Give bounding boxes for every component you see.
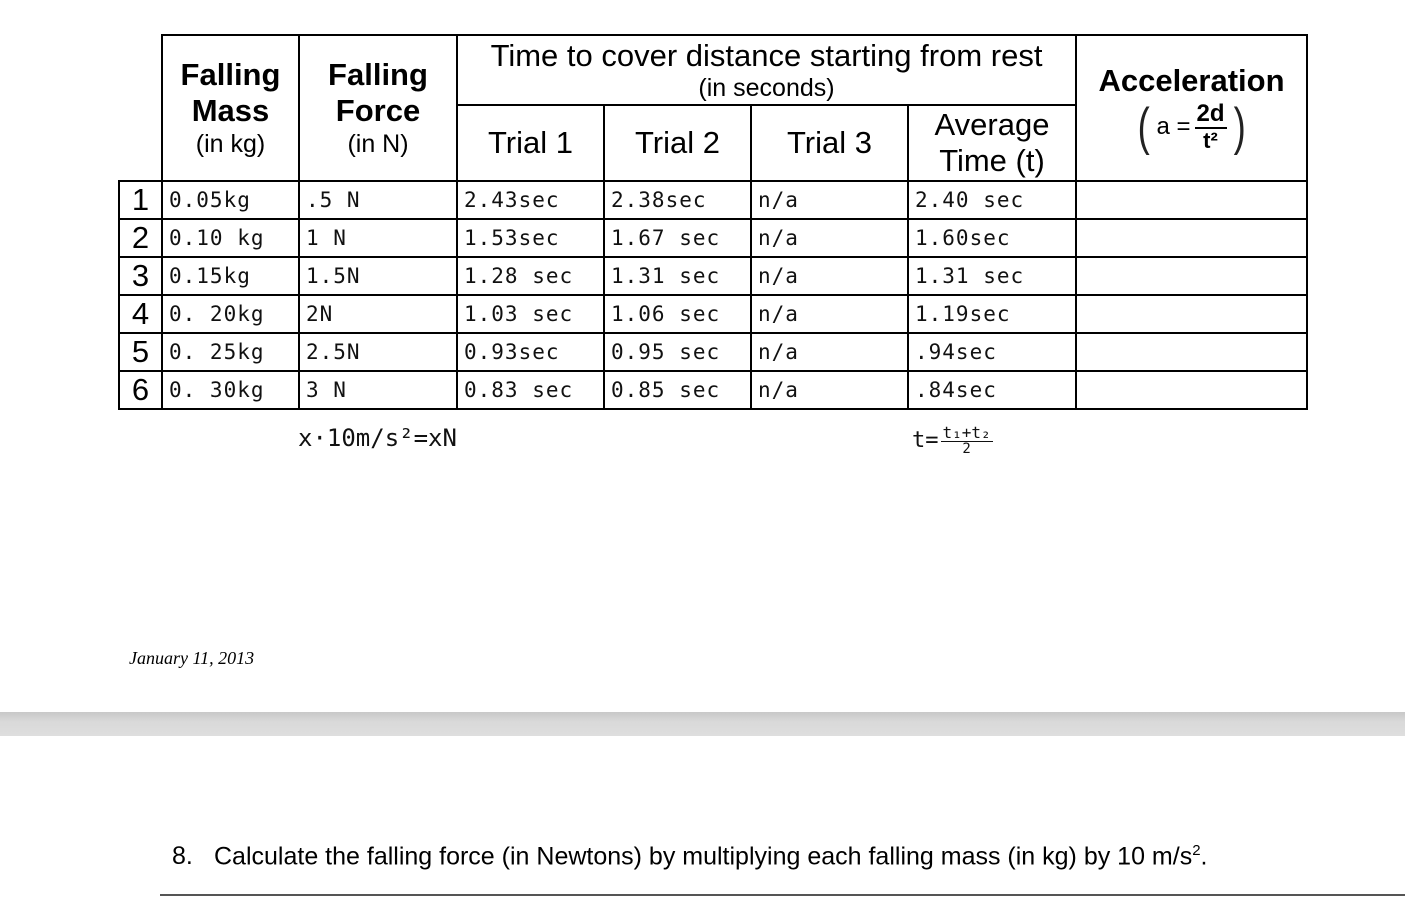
force-cell[interactable]: 1 N (299, 219, 457, 257)
trial3-cell[interactable]: n/a (751, 371, 908, 409)
mass-header-line1: Falling (180, 57, 281, 92)
average-cell[interactable]: 1.60sec (908, 219, 1076, 257)
average-note-fraction (941, 424, 993, 457)
time-header-title: Time to cover distance starting from rest (490, 38, 1043, 73)
bottom-divider (160, 894, 1405, 896)
row-number: 1 (119, 181, 162, 219)
average-header (908, 105, 1076, 181)
average-cell[interactable]: 1.19sec (908, 295, 1076, 333)
mass-cell[interactable]: 0.15kg (162, 257, 299, 295)
mass-cell[interactable]: 0. 20kg (162, 295, 299, 333)
trial1-cell[interactable]: 0.93sec (457, 333, 604, 371)
average-cell[interactable]: 2.40 sec (908, 181, 1076, 219)
trial3-cell[interactable]: n/a (751, 219, 908, 257)
force-formula-note: x·10m/s²=xN (298, 424, 457, 452)
row-number: 3 (119, 257, 162, 295)
table-row (119, 181, 1307, 219)
average-formula-note (912, 424, 993, 457)
force-unit: (in N) (347, 130, 409, 158)
trial1-cell[interactable]: 1.28 sec (457, 257, 604, 295)
mass-cell[interactable]: 0.05kg (162, 181, 299, 219)
acceleration-header (1076, 35, 1307, 181)
row-number: 2 (119, 219, 162, 257)
acceleration-cell[interactable] (1076, 181, 1307, 219)
formula-close-paren: ) (1233, 98, 1246, 156)
acceleration-cell[interactable] (1076, 257, 1307, 295)
force-cell[interactable]: 1.5N (299, 257, 457, 295)
time-header-unit: (in seconds) (698, 74, 835, 102)
force-cell[interactable]: .5 N (299, 181, 457, 219)
row-number: 4 (119, 295, 162, 333)
trial3-cell[interactable]: n/a (751, 295, 908, 333)
trial3-cell[interactable]: n/a (751, 333, 908, 371)
row-number: 6 (119, 371, 162, 409)
average-note-lhs: t= (912, 428, 939, 453)
mass-cell[interactable]: 0.10 kg (162, 219, 299, 257)
average-cell[interactable]: .94sec (908, 333, 1076, 371)
average-header-line1: Average (934, 107, 1050, 142)
formula-denominator: t² (1203, 128, 1218, 153)
question-text: Calculate the falling force (in Newtons) by multiplying each falling mass (in kg) by 10 m/s (214, 842, 1193, 871)
force-header-line2: Force (335, 93, 421, 128)
table-row (119, 295, 1307, 333)
time-header (457, 35, 1076, 105)
page-separator (0, 712, 1405, 736)
trial1-cell[interactable]: 1.53sec (457, 219, 604, 257)
acceleration-cell[interactable] (1076, 295, 1307, 333)
document-page-bottom (0, 736, 1405, 897)
question-superscript: 2 (1192, 842, 1201, 859)
force-cell[interactable]: 2.5N (299, 333, 457, 371)
average-note-denominator: 2 (962, 441, 971, 457)
acceleration-title: Acceleration (1098, 63, 1285, 98)
question-8 (172, 842, 1208, 871)
trial1-cell[interactable]: 0.83 sec (457, 371, 604, 409)
trial3-cell[interactable]: n/a (751, 181, 908, 219)
formula-open-paren: ( (1137, 98, 1150, 156)
force-header (299, 35, 457, 181)
trial2-cell[interactable]: 1.06 sec (604, 295, 751, 333)
average-cell[interactable]: 1.31 sec (908, 257, 1076, 295)
data-table (118, 34, 1308, 410)
trial2-cell[interactable]: 1.31 sec (604, 257, 751, 295)
trial2-header: Trial 2 (604, 105, 751, 181)
trial1-cell[interactable]: 2.43sec (457, 181, 604, 219)
mass-cell[interactable]: 0. 30kg (162, 371, 299, 409)
acceleration-cell[interactable] (1076, 371, 1307, 409)
table-row (119, 219, 1307, 257)
mass-cell[interactable]: 0. 25kg (162, 333, 299, 371)
trial2-cell[interactable]: 0.85 sec (604, 371, 751, 409)
trial1-header: Trial 1 (457, 105, 604, 181)
force-cell[interactable]: 3 N (299, 371, 457, 409)
table-row (119, 333, 1307, 371)
trial1-cell[interactable]: 1.03 sec (457, 295, 604, 333)
acceleration-cell[interactable] (1076, 333, 1307, 371)
acceleration-formula (1135, 98, 1248, 156)
table-row (119, 257, 1307, 295)
question-number: 8. (172, 842, 193, 871)
formula-numerator: 2d (1196, 100, 1225, 127)
average-note-numerator: t₁+t₂ (942, 423, 991, 442)
trial2-cell[interactable]: 2.38sec (604, 181, 751, 219)
document-date: January 11, 2013 (129, 648, 255, 668)
trial3-header: Trial 3 (751, 105, 908, 181)
formula-fraction (1195, 101, 1227, 153)
trial3-cell[interactable]: n/a (751, 257, 908, 295)
force-header-line1: Falling (328, 57, 428, 92)
force-cell[interactable]: 2N (299, 295, 457, 333)
row-number-header (119, 35, 162, 181)
mass-unit: (in kg) (195, 130, 266, 158)
average-header-line2: Time (t) (939, 143, 1045, 178)
trial2-cell[interactable]: 1.67 sec (604, 219, 751, 257)
mass-header-line2: Mass (191, 93, 270, 128)
average-cell[interactable]: .84sec (908, 371, 1076, 409)
trial2-cell[interactable]: 0.95 sec (604, 333, 751, 371)
row-number: 5 (119, 333, 162, 371)
formula-lhs: a = (1156, 113, 1191, 140)
mass-header (162, 35, 299, 181)
question-end: . (1200, 842, 1208, 871)
acceleration-cell[interactable] (1076, 219, 1307, 257)
table-row (119, 371, 1307, 409)
